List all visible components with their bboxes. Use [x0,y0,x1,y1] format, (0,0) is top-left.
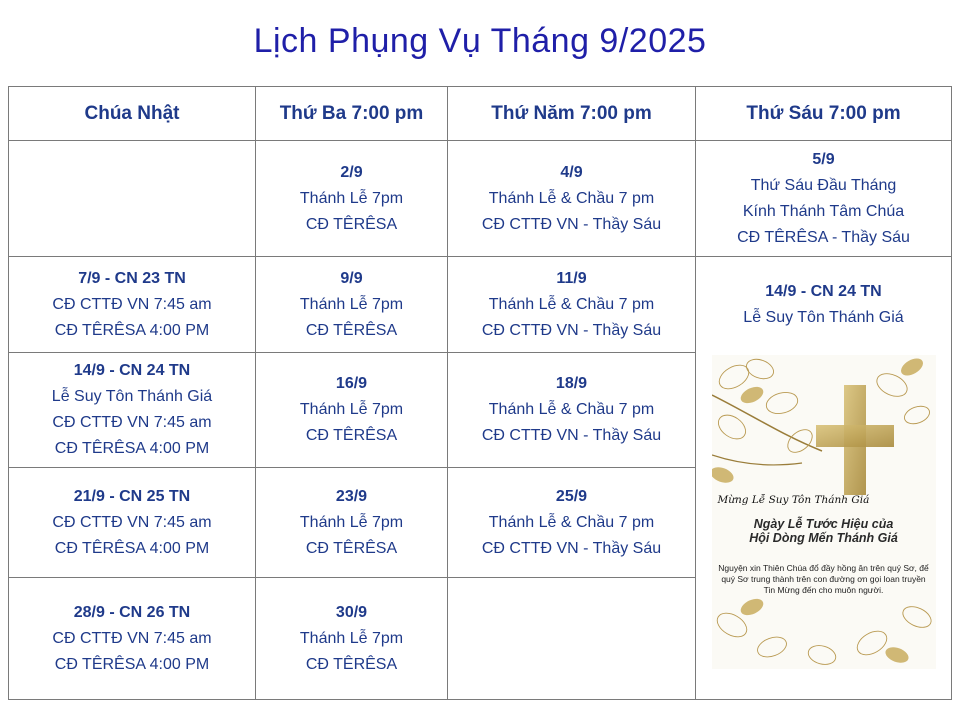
image-heading-2: Hội Dòng Mến Thánh Giá [749,531,898,545]
cell-thursday [448,468,696,578]
cell-line: CĐ TÊRÊSA 4:00 PM [54,655,210,673]
cell-line: CĐ CTTĐ VN 7:45 am [52,414,212,431]
cell-sunday [9,257,256,353]
feast-image [712,355,936,669]
cell-thursday [448,353,696,468]
cell-date: 28/9 - CN 26 TN [73,603,191,621]
cell-line: CĐ CTTĐ VN - Thầy Sáu [481,539,662,557]
cell-date: 9/9 [340,269,363,287]
cell-tuesday [256,141,448,257]
cell-line: Thánh Lễ & Chầu 7 pm [488,513,655,531]
header-row [9,87,952,141]
cell-friday-feast [696,257,952,700]
cell-date: 18/9 [555,375,588,392]
cell-line: CĐ TÊRÊSA 4:00 PM [54,321,210,339]
cell-thursday [448,257,696,353]
cell-date: 30/9 [335,603,368,621]
cell-tuesday [256,578,448,700]
cell-line: CĐ CTTĐ VN - Thầy Sáu [481,427,662,444]
cell-line: Thánh Lễ 7pm [299,189,404,207]
cell-line: CĐ TÊRÊSA [305,655,398,673]
cell-line: CĐ TÊRÊSA - Thầy Sáu [737,228,910,246]
cell-line: CĐ TÊRÊSA [305,321,398,339]
cell-line: Thánh Lễ 7pm [299,513,404,531]
cell-date: 5/9 [812,150,835,168]
cell-line: Thứ Sáu Đầu Tháng [750,176,897,194]
table-row [9,141,952,257]
cell-line: CĐ TÊRÊSA [305,215,398,233]
header-friday: Thứ Sáu 7:00 pm [696,87,952,141]
header-tuesday: Thứ Ba 7:00 pm [256,87,448,141]
cell-line: CĐ TÊRÊSA 4:00 PM [54,539,210,557]
cell-date: 25/9 [555,487,588,505]
cell-line: Thánh Lễ 7pm [299,629,404,647]
cell-date: 4/9 [560,163,583,181]
cell-date: 21/9 - CN 25 TN [73,487,191,505]
cell-thursday [448,141,696,257]
cell-date: 16/9 [335,375,368,392]
schedule-table [8,86,952,700]
cell-date: 7/9 - CN 23 TN [78,269,186,287]
cell-line: CĐ CTTĐ VN 7:45 am [52,629,212,647]
cell-sunday-empty [9,141,256,257]
page-title: Lịch Phụng Vụ Tháng 9/2025 [253,22,707,60]
cell-tuesday [256,468,448,578]
cell-tuesday [256,257,448,353]
image-heading-1: Ngày Lễ Tước Hiệu của [753,517,894,531]
image-prayer: Nguyện xin Thiên Chúa đổ đầy hồng ân trên quý Sơ, để quý Sơ trung thành trên con đường ơn gọi loan truyền Tin Mừng đến cho muôn người. [718,563,929,595]
table-row [9,257,952,353]
cell-line: Thánh Lễ & Chầu 7 pm [488,401,655,418]
header-thursday: Thứ Năm 7:00 pm [448,87,696,141]
cell-line: Thánh Lễ & Chầu 7 pm [488,189,655,207]
header-sunday: Chúa Nhật [9,87,256,141]
cell-line: CĐ CTTĐ VN - Thầy Sáu [481,215,662,233]
feast-name: Lễ Suy Tôn Thánh Giá [743,309,904,326]
cell-line: CĐ TÊRÊSA [305,427,398,444]
cell-date: 2/9 [340,163,363,181]
cell-thursday-empty [448,578,696,700]
cell-line: CĐ CTTĐ VN 7:45 am [52,513,212,531]
cell-date: 14/9 - CN 24 TN [73,362,191,379]
cell-tuesday [256,353,448,468]
feast-date: 14/9 - CN 24 TN [765,283,882,300]
cell-date: 23/9 [335,487,368,505]
image-greeting: Mừng Lễ Suy Tôn Thánh Giá [717,494,870,506]
cell-line: Thánh Lễ & Chầu 7 pm [488,295,655,313]
cell-friday [696,141,952,257]
cell-line: CĐ CTTĐ VN - Thầy Sáu [481,321,662,339]
cell-line: Kính Thánh Tâm Chúa [742,202,905,220]
cell-sunday [9,353,256,468]
cell-line: Thánh Lễ 7pm [299,401,404,418]
cell-line: CĐ TÊRÊSA [305,539,398,557]
cell-line: CĐ TÊRÊSA 4:00 PM [54,440,210,457]
cell-sunday [9,468,256,578]
cell-line: CĐ CTTĐ VN 7:45 am [52,295,212,313]
leaf-cross-illustration [712,355,936,669]
cell-date: 11/9 [556,269,587,287]
cell-line: Lễ Suy Tôn Thánh Giá [51,388,213,405]
cell-line: Thánh Lễ 7pm [299,295,404,313]
cell-sunday [9,578,256,700]
